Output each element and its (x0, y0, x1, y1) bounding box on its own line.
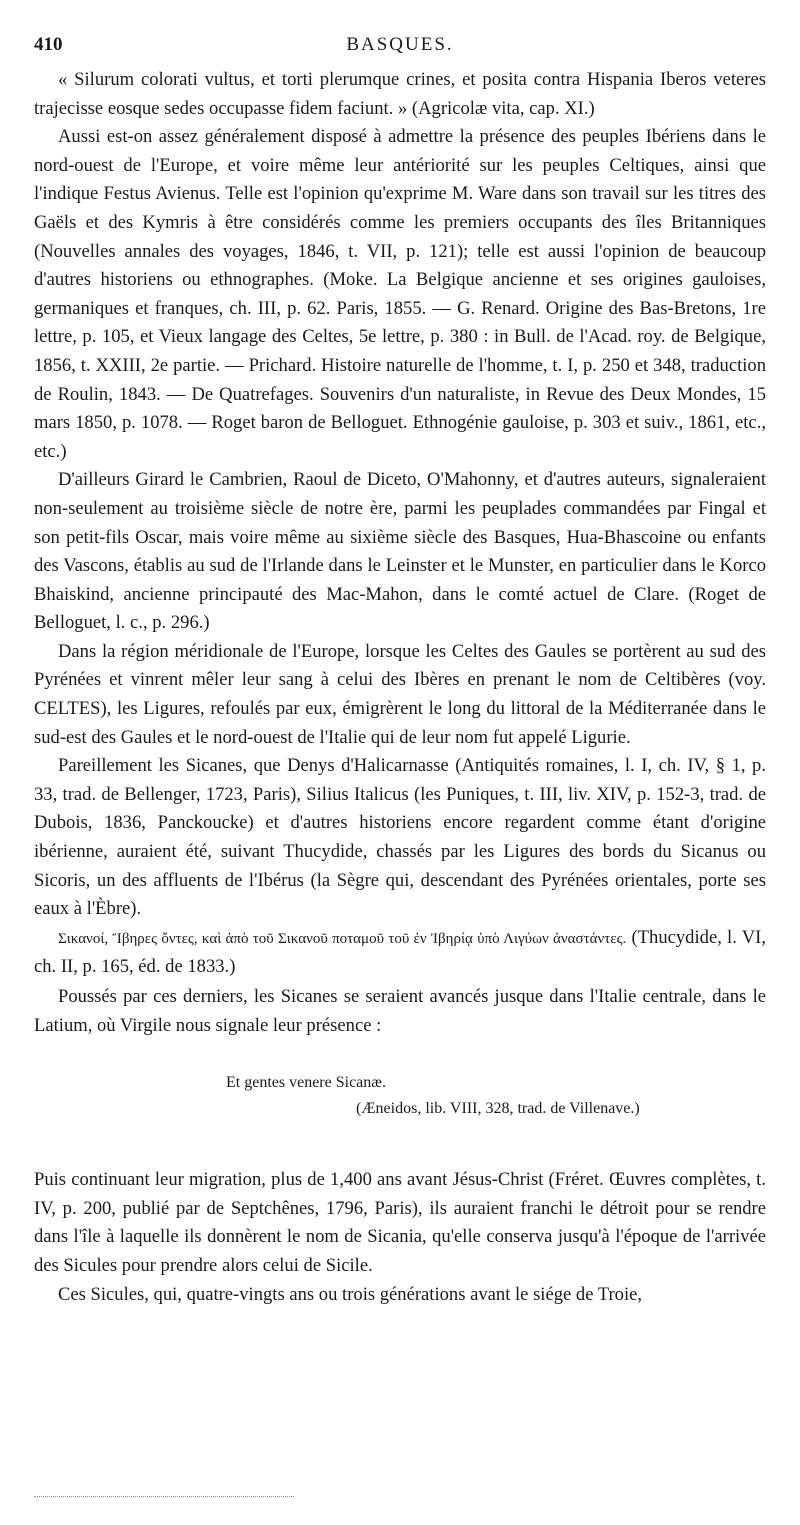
verse-quote (34, 1070, 766, 1122)
paragraph-ligures: Dans la région méridionale de l'Europe, lorsque les Celtes des Gaules se portèrent au sud des Pyrénées et vinrent mêler leur sang à celui des Ibères en prenant le nom de Celtibères (voy. CELTES), les Ligures, refoulés par eux, émigrèrent le long du littoral de la Méditerranée dans le sud-est des Gaules et le nord-ouest de l'Italie qui de leur nom fut appelé Ligurie. (34, 640, 766, 748)
paragraph-agricola-quote: « Silurum colorati vultus, et torti plerumque crines, et posita contra Hispania Iberos veteres trajecisse eosque sedes occupasse fidem faciunt. » (Agricolæ vita, cap. XI.) (34, 69, 766, 119)
footer-divider (34, 1496, 294, 1497)
verse-line: Et gentes venere Sicanæ. (226, 1074, 386, 1092)
paragraph-iberians: Aussi est-on assez généralement disposé à admettre la présence des peuples Ibériens dans le nord-ouest de l'Europe, et voire même leur antériorité sur les peuples Celtiques, ainsi que l'indique Festus Avienus. Telle est l'opinion qu'exprime M. Ware dans son travail sur les titres des Gaëls et des Kymris à être considérés comme les premiers occupants des îles Britanniques (Nouvelles annales des voyages, 1846, t. VII, p. 121); telle est aussi l'opinion de beaucoup d'autres historiens ou ethnographes. (Moke. La Belgique ancienne et ses origines gauloises, germaniques et franques, ch. III, p. 62. Paris, 1855. — G. Renard. Origine des Bas-Bretons, 1re lettre, p. 105, et Vieux langage des Celtes, 5e lettre, p. 380 : in Bull. de l'Acad. roy. de Belgique, 1856, t. XXIII, 2e partie. — Prichard. Histoire naturelle de l'homme, t. I, p. 250 et 348, traduction de Roulin, 1843. — De Quatrefages. Souvenirs d'un naturaliste, in Revue des Deux Mondes, 15 mars 1850, p. 1078. — Roget baron de Belloguet. Ethnogénie gauloise, p. 303 et suiv., 1861, etc., etc.) (34, 126, 766, 462)
paragraph-irish-basques: D'ailleurs Girard le Cambrien, Raoul de Diceto, O'Mahonny, et d'autres auteurs, signaleraient non-seulement au troisième siècle de notre ère, parmi les peuplades commandées par Fingal et son petit-fils Oscar, mais voire même au sixième siècle des Basques, Hua-Bhascoine ou enfants des Vascons, établis au sud de l'Irlande dans le Leinster et le Munster, en particulier dans le Korco Bhaiskind, ancienne principauté des Mac-Mahon, dans le comté actuel de Clare. (Roget de Belloguet, l. c., p. 296.) (34, 469, 766, 634)
page-number: 410 (34, 34, 63, 55)
running-title: BASQUES. (346, 34, 454, 55)
greek-citation: (Thucydide, l. VI, ch. II, p. 165, éd. de 1833.) (34, 926, 766, 978)
greek-text: Σικανοί, Ἴβηρες ὄντες, καὶ ἀπὸ τοῦ Σικανοῦ ποταμοῦ τοῦ ἐν Ἰβηρίᾳ ὑπὸ Λιγύων ἀναστάντες. (58, 930, 627, 947)
running-header (34, 34, 766, 60)
paragraph-sicules: Ces Sicules, qui, quatre-vingts ans ou trois générations avant le siége de Troie, (58, 1283, 643, 1305)
greek-quote (34, 924, 766, 983)
paragraph-sicanes: Pareillement les Sicanes, que Denys d'Halicarnasse (Antiquités romaines, l. I, ch. IV, § 1, p. 33, trad. de Bellenger, 1723, Paris), Silius Italicus (les Puniques, t. III, liv. XIV, p. 152-3, trad. de Dubois, 1836, Panckoucke) et d'autres historiens encore regardent comme étant d'origine ibérienne, auraient été, suivant Thucydide, chassés par les Ligures des bords du Sicanus ou Sicoris, un des affluents de l'Ibérus (la Sègre qui, descendant des Pyrénées orientales, porte ses eaux à l'Èbre). (34, 755, 766, 920)
paragraph-migration: Puis continuant leur migration, plus de 1,400 ans avant Jésus-Christ (Fréret. Œuvres complètes, t. IV, p. 200, publié par de Septchênes, 1796, Paris), ils auraient franchi le détroit pour se rendre dans l'île à laquelle ils donnèrent le nom de Sicania, qu'elle conserva jusqu'à l'époque de l'arrivée des Sicules pour prendre alors celui de Sicile. (34, 1169, 766, 1276)
verse-source: (Æneidos, lib. VIII, 328, trad. de Villenave.) (356, 1100, 640, 1118)
paragraph-latium: Poussés par ces derniers, les Sicanes se seraient avancés jusque dans l'Italie centrale, dans le Latium, où Virgile nous signale leur présence : (34, 986, 766, 1036)
page-body (34, 66, 766, 1309)
